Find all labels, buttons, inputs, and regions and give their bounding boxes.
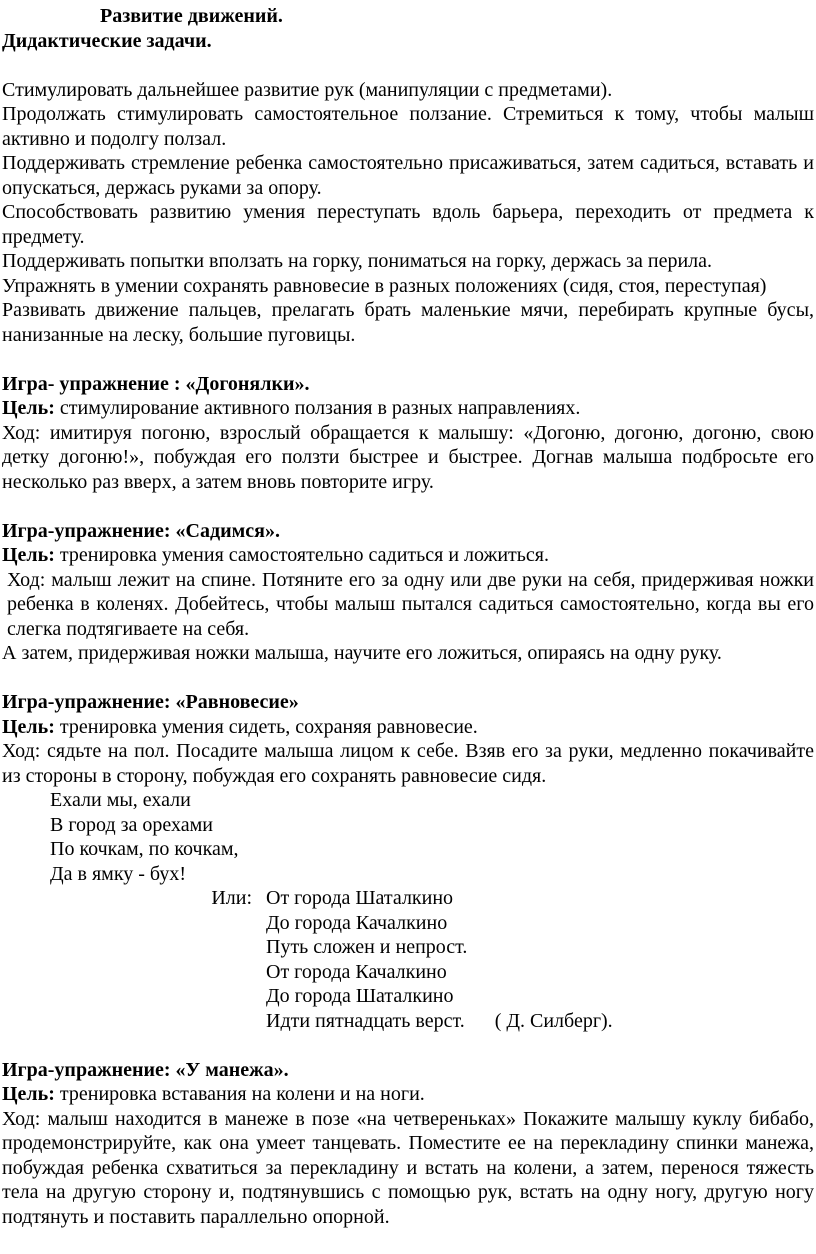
poem-line: Идти пятнадцать верст. <box>266 1009 465 1032</box>
poem-line: Ехали мы, ехали <box>50 789 191 811</box>
poem-line: От города Качалкино <box>266 960 447 983</box>
goal-text: стимулирование активного ползания в разных направлениях. <box>54 397 581 419</box>
game-move: Ход: имитируя погоню, взрослый обращается к малышу: «Догоню, догоню, догоню, свою детку догоню!», побуждая его ползти быстрее и быстрее. Догнав малыша подбросьте его несколько раз вверх, а затем вновь повторите игру. <box>2 421 814 493</box>
poem-author: ( Д. Силберг). <box>494 1009 613 1032</box>
task-paragraph: Стимулировать дальнейшее развитие рук (манипуляции с предметами). <box>2 78 613 101</box>
document-title: Развитие движений. <box>100 5 283 27</box>
task-paragraph: Поддерживать попытки вползать на горку, пониматься на горку, держась за перила. <box>2 250 713 272</box>
poem-line: До города Шаталкино <box>266 985 454 1007</box>
game-move: Ход: малыш лежит на спине. Потяните его за одну или две руки на себя, придерживая ножки ребенка в коленях. Добейтесь, чтобы малыш пытался садиться самостоятельно, когда вы его слегка подтягиваете на себя. <box>7 568 814 640</box>
poem-line: Да в ямку - бух! <box>50 862 186 885</box>
poem-line: По кочкам, по кочкам, <box>50 838 239 860</box>
spacer <box>2 347 814 372</box>
task-paragraph: Способствовать развитию умения переступать вдоль барьера, переходить от предмета к предмету. <box>2 201 814 248</box>
game-move: Ход: малыш находится в манеже в позе «на четвереньках» Покажите малышу куклу бибабо, продемонстрируйте, как она умеет танцевать. Поместите ее на перекладину спинки манежа, побуждая ребенка схватиться за перекладину и встать на колени, а затем, перенося тяжесть тела на другую сторону и, подтянувшись с помощью рук, встать на одну ногу, другую ногу подтянуть и поставить параллельно опорной. <box>2 1107 814 1228</box>
game-goal <box>2 543 814 568</box>
task-paragraph: Развивать движение пальцев, прелагать брать маленькие мячи, перебирать крупные бусы, нанизанные на леску, большие пуговицы. <box>2 299 814 346</box>
poem-or-row <box>2 886 814 911</box>
game-heading: Игра-упражнение: «Садимся». <box>2 519 280 542</box>
poem-last-row <box>2 1009 814 1034</box>
spacer <box>2 53 814 78</box>
poem-line: В город за орехами <box>50 813 214 836</box>
document-page <box>2 4 814 1229</box>
spacer <box>2 494 814 519</box>
game-heading: Игра-упражнение: «У манежа». <box>2 1058 289 1081</box>
task-paragraph: Продолжать стимулировать самостоятельное ползание. Стремиться к тому, чтобы малыш активно и подолгу ползал. <box>2 103 814 150</box>
goal-label: Цель: <box>2 1083 55 1105</box>
spacer <box>2 1033 814 1058</box>
goal-text: тренировка вставания на колени и на ноги. <box>54 1083 425 1105</box>
goal-text: тренировка умения самостоятельно садиться и ложиться. <box>54 544 549 566</box>
task-paragraph: Упражнять в умении сохранять равновесие в разных положениях (сидя, стоя, переступая) <box>2 274 767 297</box>
spacer <box>2 666 814 691</box>
or-label: Или: <box>211 887 252 909</box>
task-paragraph: Поддерживать стремление ребенка самостоятельно присаживаться, затем садиться, вставать и опускаться, держась руками за опору. <box>2 152 814 199</box>
game-goal <box>2 715 814 740</box>
section-subtitle: Дидактические задачи. <box>2 29 212 52</box>
goal-label: Цель: <box>2 397 55 419</box>
game-move-continued: А затем, придерживая ножки малыша, научите его ложиться, опираясь на одну руку. <box>2 642 722 664</box>
game-goal <box>2 1082 814 1107</box>
goal-text: тренировка умения сидеть, сохраняя равновесие. <box>54 715 478 738</box>
poem-line: Путь сложен и непрост. <box>266 936 468 958</box>
game-move: Ход: сядьте на пол. Посадите малыша лицом к себе. Взяв его за руки, медленно покачивайте из стороны в сторону, побуждая его сохранять равновесие сидя. <box>2 740 814 787</box>
game-heading: Игра-упражнение: «Равновесие» <box>2 691 299 713</box>
goal-label: Цель: <box>2 715 55 738</box>
poem-line: До города Качалкино <box>266 911 448 934</box>
goal-label: Цель: <box>2 544 55 566</box>
poem-line: От города Шаталкино <box>266 887 454 909</box>
game-goal <box>2 396 814 421</box>
game-heading: Игра- упражнение : «Догонялки». <box>2 372 310 395</box>
